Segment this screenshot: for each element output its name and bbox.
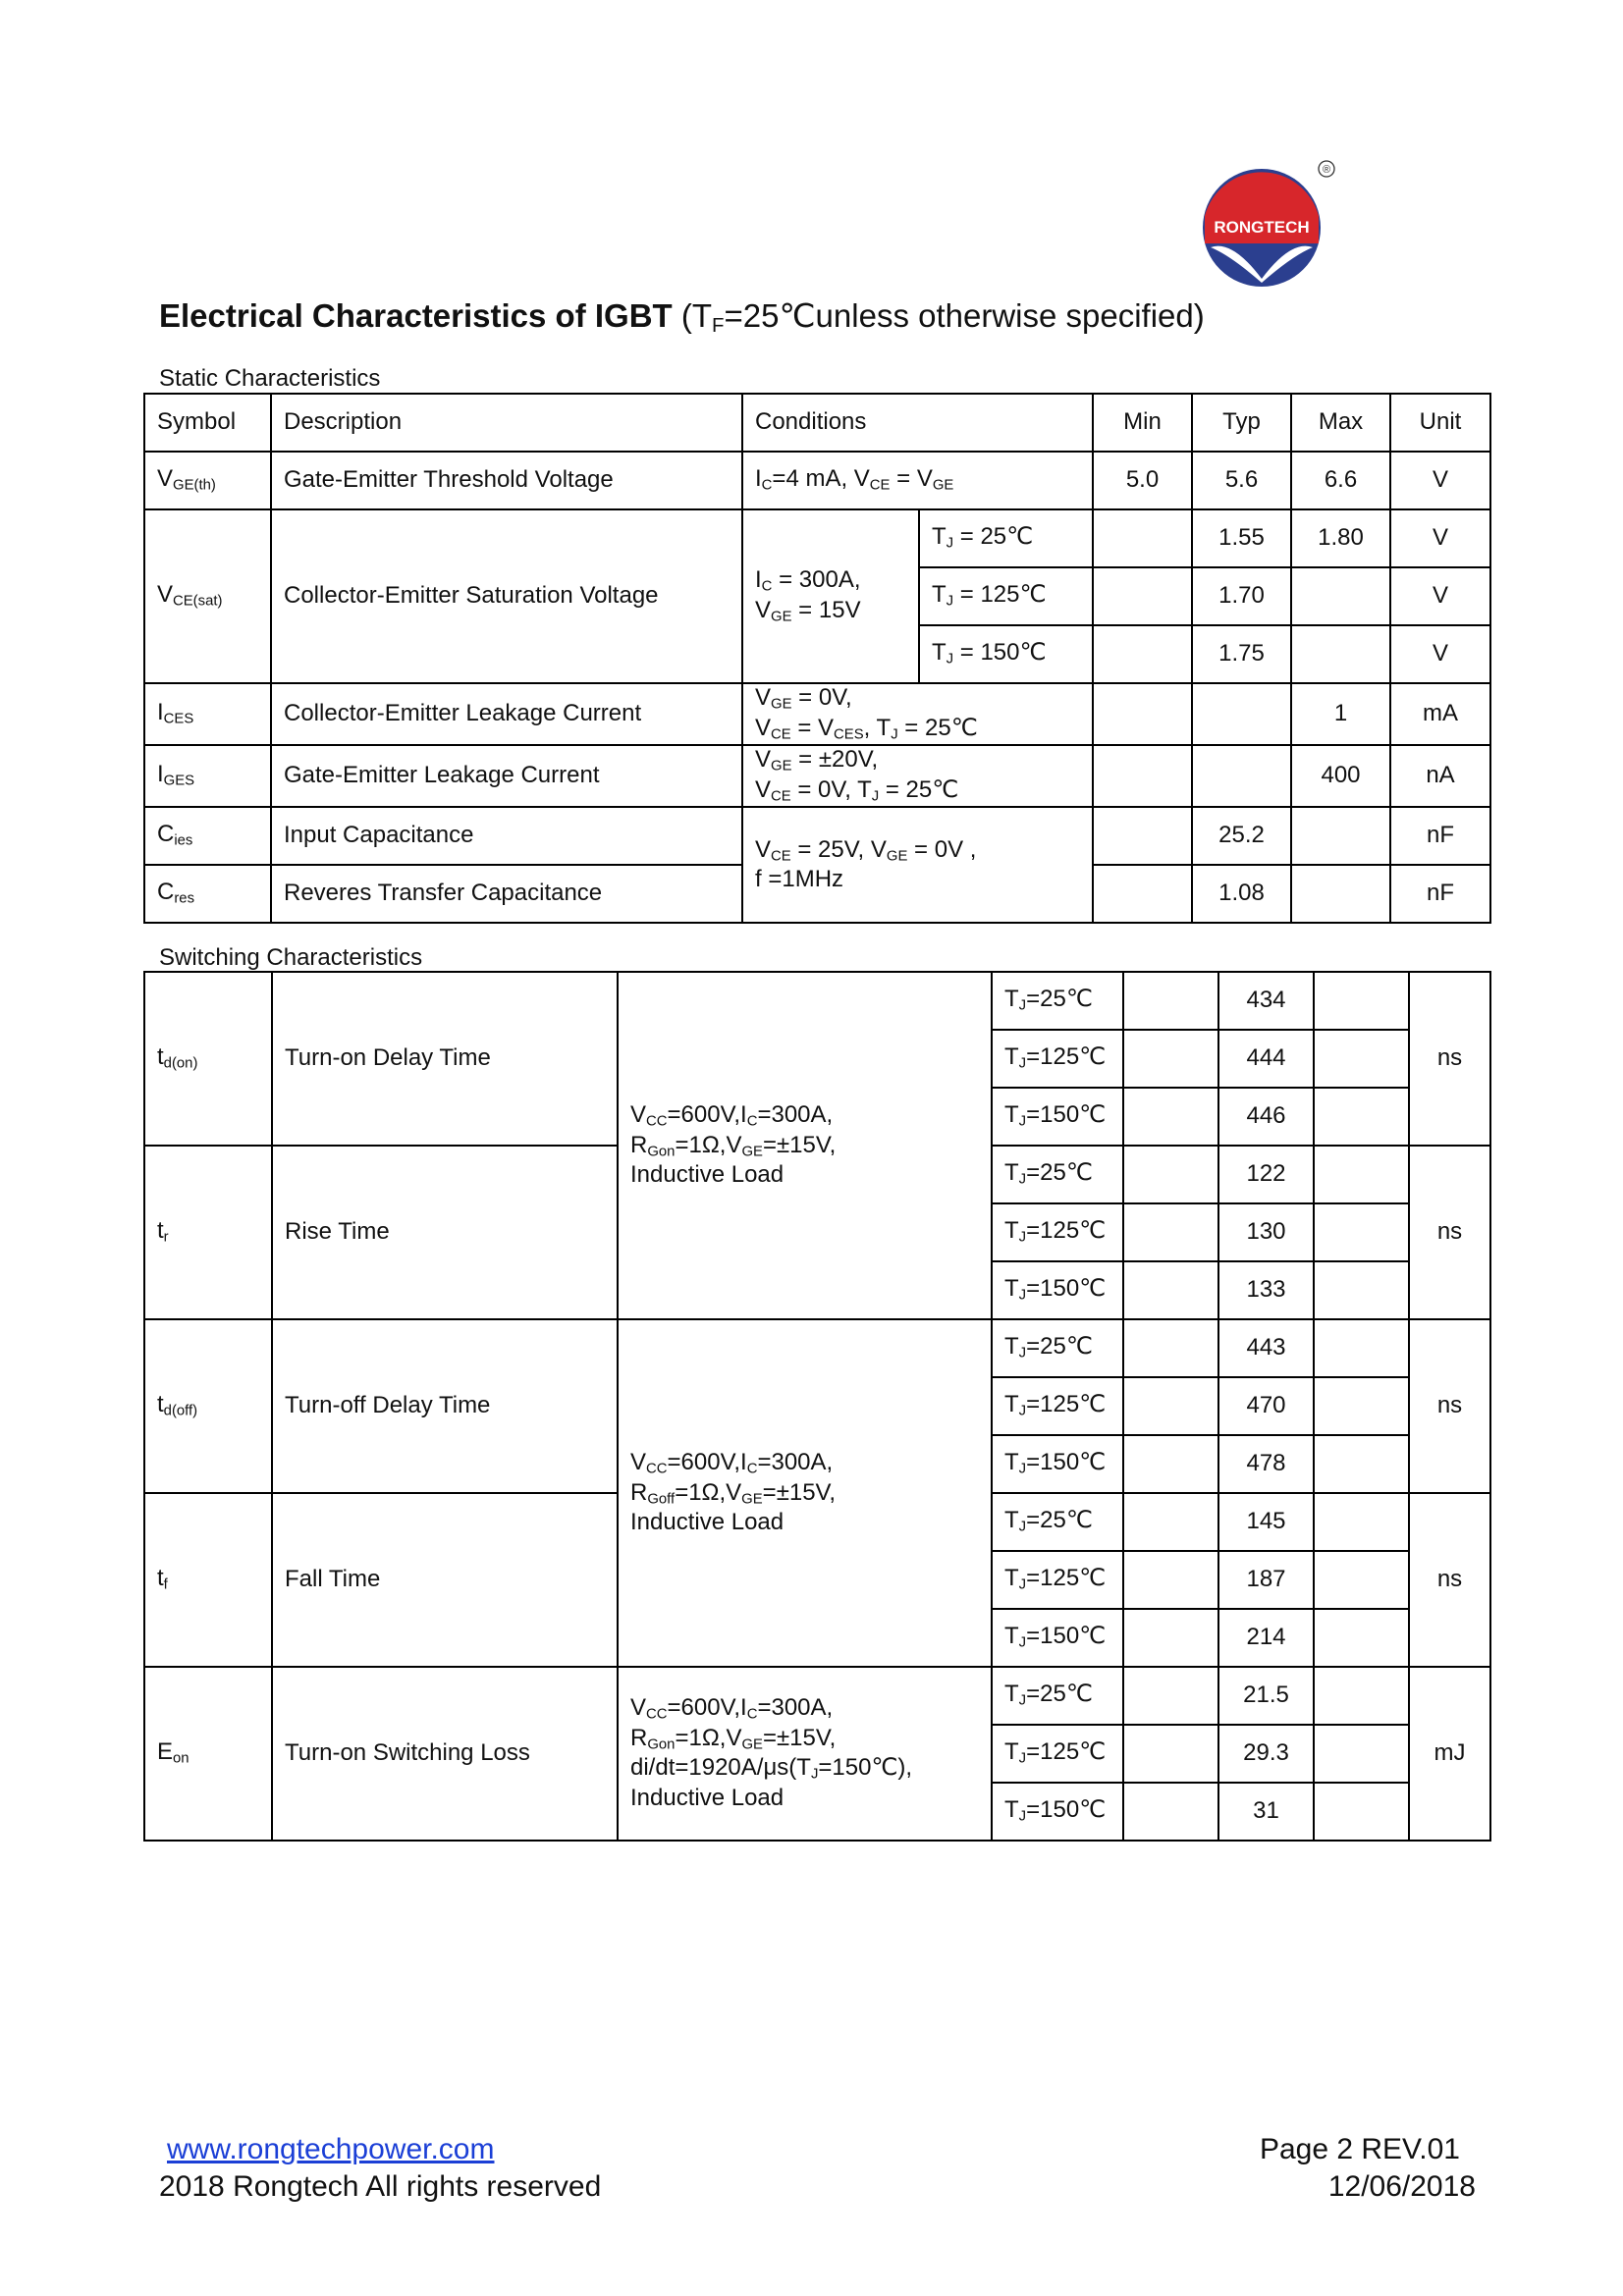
switching-characteristics-table (143, 971, 1491, 1842)
tj-condition: $T_J=150℃$ (992, 1783, 1123, 1841)
max-value (1314, 1551, 1409, 1609)
max-value (1314, 972, 1409, 1030)
header-min: Min (1093, 394, 1192, 452)
table-header-row (144, 394, 1490, 452)
max-value (1291, 807, 1390, 865)
unit-value: mA (1390, 683, 1490, 745)
unit-value: mJ (1409, 1667, 1490, 1841)
symbol-tdon: $t_{d(on)}$ (144, 972, 272, 1146)
table-row (144, 509, 1490, 567)
min-value (1123, 1203, 1218, 1261)
symbol-tdoff: $t_{d(off)}$ (144, 1319, 272, 1493)
tj-condition: $T_J=25℃$ (992, 972, 1123, 1030)
max-value (1314, 1030, 1409, 1088)
typ-value: 5.6 (1192, 452, 1291, 509)
min-value (1123, 1377, 1218, 1435)
header-max: Max (1291, 394, 1390, 452)
tj-condition: $T_J=125℃$ (992, 1377, 1123, 1435)
max-value (1314, 1319, 1409, 1377)
tj-condition: $T_J=25℃$ (992, 1319, 1123, 1377)
switching-section-label: Switching Characteristics (159, 944, 423, 971)
typ-value (1192, 683, 1291, 745)
header-unit: Unit (1390, 394, 1490, 452)
max-value (1314, 1377, 1409, 1435)
symbol-tf: $t_f$ (144, 1493, 272, 1667)
conditions: $I_C=4$ mA, $V_{CE} = V_{GE}$ (742, 452, 1093, 509)
min-value (1093, 745, 1192, 807)
description: Turn-on Switching Loss (272, 1667, 618, 1841)
symbol-eon: $E_{on}$ (144, 1667, 272, 1841)
max-value (1314, 1261, 1409, 1319)
typ-value: 21.5 (1218, 1667, 1314, 1725)
unit-value: V (1390, 625, 1490, 683)
conditions: $V_{GE} = 0V$, $V_{CE} = V_{CES}$, $T_J$ = 25℃ (742, 683, 1093, 745)
symbol-vcesat: $V_{CE(sat)}$ (144, 509, 271, 683)
symbol-tr: $t_r$ (144, 1146, 272, 1319)
unit-value: nF (1390, 865, 1490, 923)
min-value (1093, 509, 1192, 567)
description: Collector-Emitter Saturation Voltage (271, 509, 742, 683)
min-value (1123, 1551, 1218, 1609)
tj-condition: $T_J=25℃$ (992, 1667, 1123, 1725)
tj-condition: $T_J$ = 125℃ (919, 567, 1093, 625)
typ-value: 214 (1218, 1609, 1314, 1667)
min-value (1123, 1783, 1218, 1841)
unit-value: ns (1409, 1319, 1490, 1493)
typ-value: 130 (1218, 1203, 1314, 1261)
tj-condition: $T_J=125℃$ (992, 1725, 1123, 1783)
header-symbol: Symbol (144, 394, 271, 452)
table-row (144, 807, 1490, 865)
typ-value: 25.2 (1192, 807, 1291, 865)
table-row (144, 683, 1490, 745)
symbol-ices: $I_{CES}$ (144, 683, 271, 745)
max-value (1291, 567, 1390, 625)
page-title: Electrical Characteristics of IGBT ($T_F=25℃unless$ otherwise specified) (159, 297, 1205, 338)
symbol-cies: $C_{ies}$ (144, 807, 271, 865)
description: Reveres Transfer Capacitance (271, 865, 742, 923)
unit-value: ns (1409, 1146, 1490, 1319)
description: Rise Time (272, 1146, 618, 1319)
min-value (1123, 1261, 1218, 1319)
unit-value: ns (1409, 1493, 1490, 1667)
tj-condition: $T_J=150℃$ (992, 1088, 1123, 1146)
symbol-cres: $C_{res}$ (144, 865, 271, 923)
max-value (1291, 625, 1390, 683)
tj-condition: $T_J=150℃$ (992, 1435, 1123, 1493)
min-value (1093, 567, 1192, 625)
typ-value: 29.3 (1218, 1725, 1314, 1783)
title-bold: Electrical Characteristics of IGBT (159, 297, 673, 334)
conditions: $V_{CE} = 25V$, $V_{GE} = 0V$ , f =1MHz (742, 807, 1093, 923)
footer-copyright: 2018 Rongtech All rights reserved (159, 2170, 602, 2203)
typ-value: 1.70 (1192, 567, 1291, 625)
tj-condition: $T_J=25℃$ (992, 1146, 1123, 1203)
typ-value: 1.75 (1192, 625, 1291, 683)
table-row (144, 972, 1490, 1030)
footer-date: 12/06/2018 (1327, 2170, 1476, 2203)
min-value (1123, 1435, 1218, 1493)
max-value: 1 (1291, 683, 1390, 745)
max-value (1314, 1203, 1409, 1261)
table-row (144, 1667, 1490, 1725)
unit-value: V (1390, 452, 1490, 509)
max-value: 1.80 (1291, 509, 1390, 567)
typ-value: 444 (1218, 1030, 1314, 1088)
min-value (1093, 683, 1192, 745)
description: Turn-on Delay Time (272, 972, 618, 1146)
tj-condition: $T_J=125℃$ (992, 1203, 1123, 1261)
min-value (1093, 625, 1192, 683)
min-value (1123, 1146, 1218, 1203)
max-value (1314, 1088, 1409, 1146)
max-value (1314, 1493, 1409, 1551)
tj-condition: $T_J=125℃$ (992, 1551, 1123, 1609)
conditions: $V_{GE} = \pm 20V$, $V_{CE} = 0V$, $T_J$ = 25℃ (742, 745, 1093, 807)
min-value (1123, 1088, 1218, 1146)
max-value (1314, 1609, 1409, 1667)
typ-value: 478 (1218, 1435, 1314, 1493)
description: Gate-Emitter Threshold Voltage (271, 452, 742, 509)
turn-off-conditions: $V_{CC}=600V,I_C=300A$, $R_{Goff}=1\Omega,V_{GE}=\pm 15V$, Inductive Load (618, 1319, 992, 1667)
typ-value: 434 (1218, 972, 1314, 1030)
min-value: 5.0 (1093, 452, 1192, 509)
unit-value: nA (1390, 745, 1490, 807)
typ-value: 187 (1218, 1551, 1314, 1609)
typ-value: 1.08 (1192, 865, 1291, 923)
min-value (1123, 1319, 1218, 1377)
description: Input Capacitance (271, 807, 742, 865)
description: Fall Time (272, 1493, 618, 1667)
turn-on-conditions: $V_{CC}=600V,I_C=300A$, $R_{Gon}=1\Omega,V_{GE}=\pm 15V$, Inductive Load (618, 972, 992, 1319)
table-row (144, 452, 1490, 509)
static-characteristics-table (143, 393, 1491, 924)
typ-value: 133 (1218, 1261, 1314, 1319)
min-value (1093, 807, 1192, 865)
tj-condition: $T_J$ = 25℃ (919, 509, 1093, 567)
footer-website-link[interactable]: www.rongtechpower.com (167, 2133, 495, 2165)
unit-value: nF (1390, 807, 1490, 865)
max-value: 400 (1291, 745, 1390, 807)
switching-loss-conditions: $V_{CC}=600V,I_C=300A$, $R_{Gon}=1\Omega,V_{GE}=\pm 15V$, $di/dt=1920A/\mu s(T_J=150℃)$, Inductive Load (618, 1667, 992, 1841)
footer-page-revision: Page 2 REV.01 (1259, 2133, 1460, 2165)
max-value: 6.6 (1291, 452, 1390, 509)
header-conditions: Conditions (742, 394, 1093, 452)
symbol-vgeth: $V_{GE(th)}$ (144, 452, 271, 509)
symbol-iges: $I_{GES}$ (144, 745, 271, 807)
min-value (1093, 865, 1192, 923)
min-value (1123, 1667, 1218, 1725)
table-row (144, 1319, 1490, 1377)
min-value (1123, 1493, 1218, 1551)
tj-condition: $T_J=25℃$ (992, 1493, 1123, 1551)
unit-value: ns (1409, 972, 1490, 1146)
max-value (1314, 1725, 1409, 1783)
typ-value: 31 (1218, 1783, 1314, 1841)
rongtech-logo (1203, 157, 1338, 291)
tj-condition: $T_J=150℃$ (992, 1609, 1123, 1667)
max-value (1291, 865, 1390, 923)
typ-value: 145 (1218, 1493, 1314, 1551)
registered-mark: ® (1322, 164, 1331, 176)
typ-value: 446 (1218, 1088, 1314, 1146)
typ-value: 470 (1218, 1377, 1314, 1435)
typ-value: 1.55 (1192, 509, 1291, 567)
tj-condition: $T_J=125℃$ (992, 1030, 1123, 1088)
description: Gate-Emitter Leakage Current (271, 745, 742, 807)
max-value (1314, 1783, 1409, 1841)
title-cond-open: (T (672, 297, 713, 334)
unit-value: V (1390, 509, 1490, 567)
max-value (1314, 1667, 1409, 1725)
static-section-label: Static Characteristics (159, 365, 381, 392)
min-value (1123, 1030, 1218, 1088)
typ-value: 122 (1218, 1146, 1314, 1203)
table-row (144, 745, 1490, 807)
tj-condition: $T_J=150℃$ (992, 1261, 1123, 1319)
header-typ: Typ (1192, 394, 1291, 452)
max-value (1314, 1146, 1409, 1203)
min-value (1123, 972, 1218, 1030)
logo-brand-text: RONGTECH (1214, 218, 1310, 237)
unit-value: V (1390, 567, 1490, 625)
header-description: Description (271, 394, 742, 452)
conditions: $I_C = 300A$, $V_{GE} = 15V$ (742, 509, 919, 683)
min-value (1123, 1725, 1218, 1783)
tj-condition: $T_J$ = 150℃ (919, 625, 1093, 683)
min-value (1123, 1609, 1218, 1667)
description: Turn-off Delay Time (272, 1319, 618, 1493)
typ-value: 443 (1218, 1319, 1314, 1377)
typ-value (1192, 745, 1291, 807)
max-value (1314, 1435, 1409, 1493)
description: Collector-Emitter Leakage Current (271, 683, 742, 745)
